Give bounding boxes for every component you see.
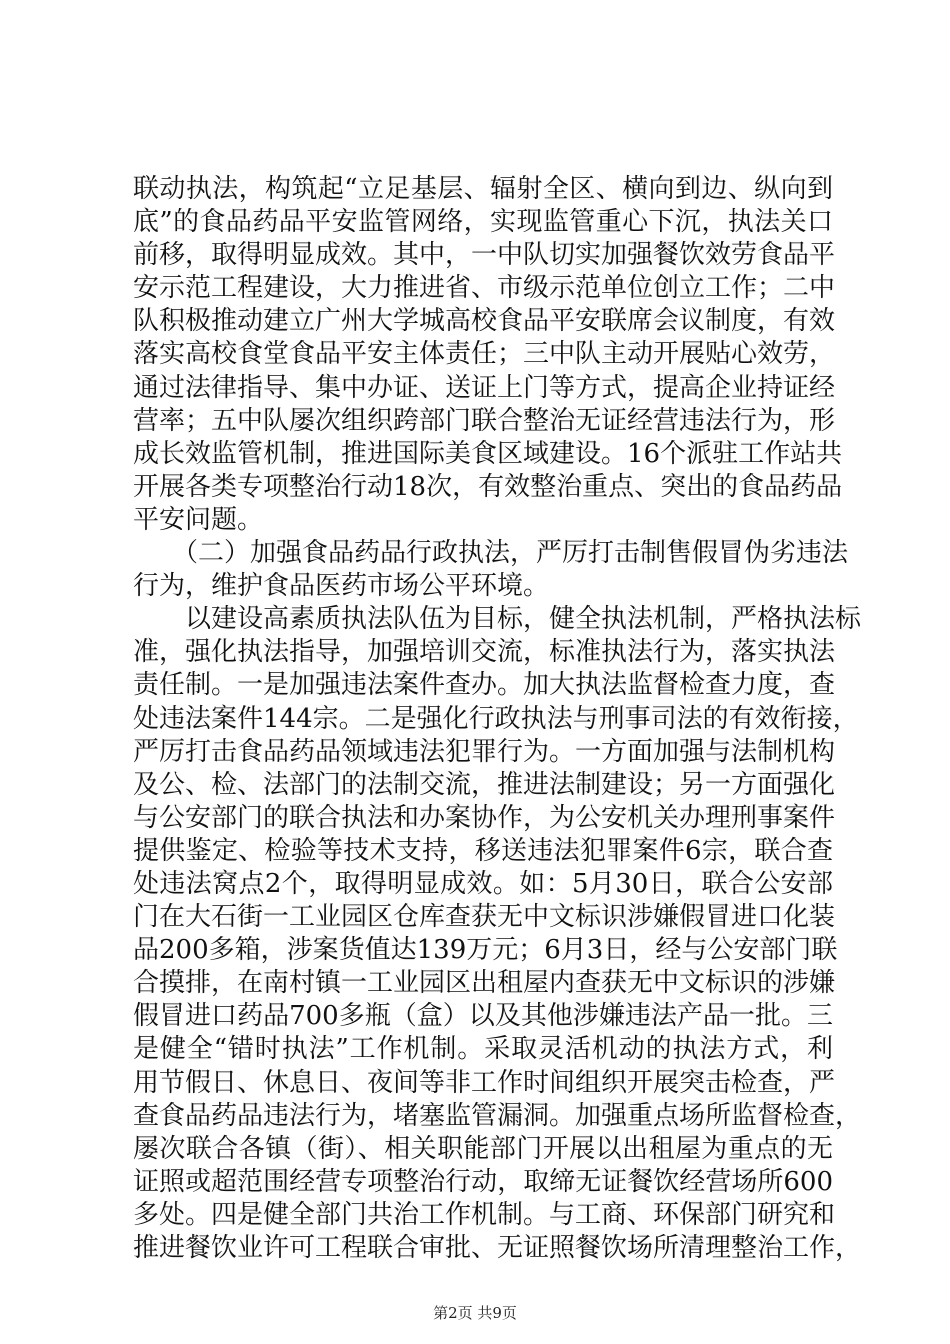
text-line: 成长效监管机制，推进国际美食区域建设。16个派驻工作站共: [133, 438, 843, 469]
body-text: [133, 173, 862, 1265]
text-line: 用节假日、休息日、夜间等非工作时间组织开展突击检查，严: [133, 1067, 836, 1098]
text-line: 准，强化执法指导，加强培训交流，标准执法行为，落实执法: [133, 637, 836, 668]
page-footer: 第2页 共9页: [433, 1304, 517, 1322]
text-line: 底”的食品药品平安监管网络，实现监管重心下沉，执法关口: [133, 207, 833, 238]
text-line: 多处。四是健全部门共治工作机制。与工商、环保部门研究和: [133, 1199, 836, 1230]
text-line: 及公、检、法部门的法制交流，推进法制建设；另一方面强化: [133, 769, 836, 800]
text-line: 与公安部门的联合执法和办案协作，为公安机关办理刑事案件: [133, 802, 836, 833]
text-line: 合摸排，在南村镇一工业园区出租屋内查获无中文标识的涉嫌: [133, 968, 836, 999]
text-line: 品200多箱，涉案货值达139万元；6月3日，经与公安部门联: [133, 935, 838, 966]
text-line: 责任制。一是加强违法案件查办。加大执法监督检查力度，查: [133, 670, 836, 701]
section-heading-line: 行为，维护食品医药市场公平环境。: [133, 571, 550, 602]
text-line: 开展各类专项整治行动18次，有效整治重点、突出的食品药品: [133, 471, 843, 502]
text-line: 安示范工程建设，大力推进省、市级示范单位创立工作；二中: [133, 273, 836, 304]
text-line: 提供鉴定、检验等技术支持，移送违法犯罪案件6宗，联合查: [133, 835, 833, 866]
text-line: 队积极推动建立广州大学城高校食品平安联席会议制度，有效: [133, 306, 836, 337]
text-line: 以建设高素质执法队伍为目标，健全执法机制，严格执法标: [133, 604, 862, 635]
text-line: 严厉打击食品药品领域违法犯罪行为。一方面加强与法制机构: [133, 736, 836, 767]
section-heading-line: （二）加强食品药品行政执法，严厉打击制售假冒伪劣违法: [133, 538, 849, 569]
text-line: 推进餐饮业许可工程联合审批、无证照餐饮场所清理整治工作，: [133, 1233, 862, 1263]
text-line: 通过法律指导、集中办证、送证上门等方式，提高企业持证经: [133, 372, 836, 403]
text-line: 营率；五中队屡次组织跨部门联合整治无证经营违法行为，形: [133, 405, 836, 436]
text-line: 处违法窝点2个，取得明显成效。如：5月30日，联合公安部: [133, 868, 833, 899]
text-line: 前移，取得明显成效。其中，一中队切实加强餐饮效劳食品平: [133, 240, 836, 271]
text-line: 是健全“错时执法”工作机制。采取灵活机动的执法方式，利: [133, 1034, 833, 1065]
text-line: 门在大石街一工业园区仓库查获无中文标识涉嫌假冒进口化装: [133, 902, 836, 933]
text-line: 落实高校食堂食品平安主体责任；三中队主动开展贴心效劳，: [133, 339, 836, 370]
text-line: 处违法案件144宗。二是强化行政执法与刑事司法的有效衔接，: [133, 703, 859, 734]
text-line: 假冒进口药品700多瓶（盒）以及其他涉嫌违法产品一批。三: [133, 1001, 833, 1032]
text-line: 证照或超范围经营专项整治行动，取缔无证餐饮经营场所600: [133, 1166, 833, 1197]
text-line: 平安问题。: [133, 504, 264, 535]
text-line: 屡次联合各镇（街）、相关职能部门开展以出租屋为重点的无: [133, 1133, 833, 1164]
text-line: 查食品药品违法行为，堵塞监管漏洞。加强重点场所监督检查，: [133, 1100, 862, 1131]
text-line: 联动执法，构筑起“立足基层、辐射全区、横向到边、纵向到: [133, 174, 833, 204]
